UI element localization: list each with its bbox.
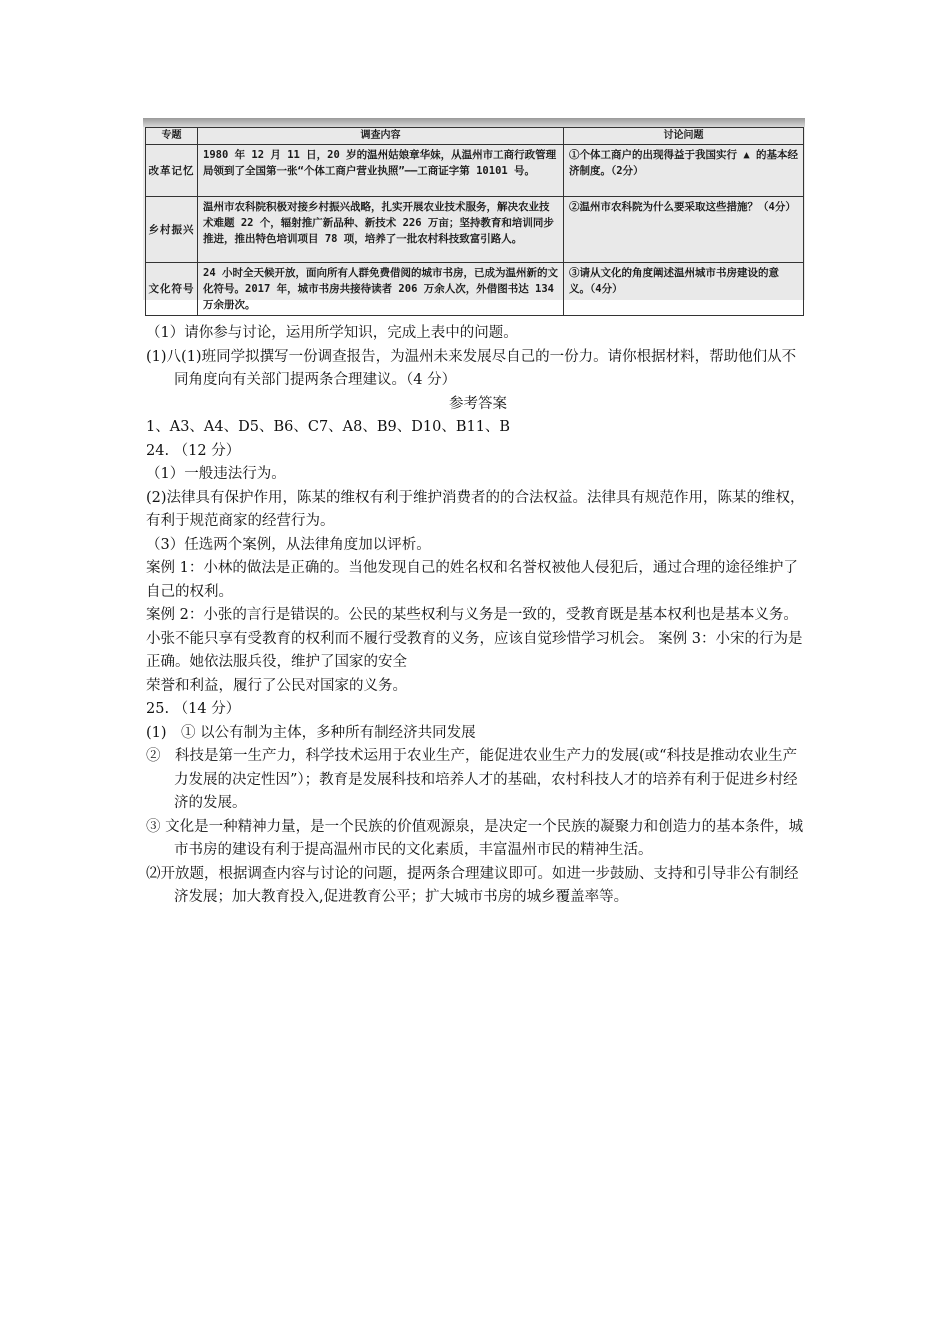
answer-25-4: ⑵开放题，根据调查内容与讨论的问题，提两条合理建议即可。如进一步鼓励、支持和引导非公有制经济发展；加大教育投入,促进教育公平；扩大城市书房的城乡覆盖率等。 — [146, 865, 799, 905]
survey-table — [145, 127, 804, 316]
answer-title: 参考答案 — [449, 395, 507, 412]
answer-24-2: (2)法律具有保护作用，陈某的维权有利于维护消费者的的合法权益。法律具有规范作用，陈某的维权，有利于规范商家的经营行为。 — [146, 489, 805, 529]
row-topic: 改革记忆 — [146, 145, 198, 197]
case-3: 荣誉和利益，履行了公民对国家的义务。 — [146, 677, 407, 694]
row-question: ②温州市农科院为什么要采取这些措施？（4分） — [564, 197, 804, 263]
table-row — [146, 145, 804, 197]
header-question: 讨论问题 — [564, 128, 804, 145]
table-row — [146, 263, 804, 316]
cropped-caption-strip — [143, 118, 805, 127]
row-content: 24 小时全天候开放，面向所有人群免费借阅的城市书房，已成为温州新的文化符号。2017 年，城市书房共接待读者 206 万余人次，外借图书达 134 万余册次。 — [198, 263, 564, 316]
multiple-choice-answers: 1、A3、A4、D5、B6、C7、A8、B9、D10、B11、B — [146, 419, 511, 435]
answer-24-1: （1）一般违法行为。 — [146, 466, 286, 482]
row-content: 1980 年 12 月 11 日，20 岁的温州姑娘章华妹，从温州市工商行政管理局领到了全国第一张“个体工商户营业执照”——工商证字第 10101 号。 — [198, 145, 564, 197]
question-1: （1）请你参与讨论，运用所学知识，完成上表中的问题。 — [146, 325, 518, 341]
header-content: 调查内容 — [198, 128, 564, 145]
question-24-heading: 24. （12 分） — [146, 442, 241, 459]
case-1: 案例 1：小林的做法是正确的。当他发现自己的姓名权和名誉权被他人侵犯后，通过合理的途径维护了自己的权利。 — [146, 560, 798, 600]
row-question: ③请从文化的角度阐述温州城市书房建设的意义。（4分） — [564, 263, 804, 316]
answer-25-3: ③ 文化是一种精神力量，是一个民族的价值观源泉，是决定一个民族的凝聚力和创造力的基本条件，城市书房的建设有利于提高温州市民的文化素质，丰富温州市民的精神生活。 — [146, 818, 804, 858]
table-header-row — [146, 128, 804, 145]
answer-25-1: (1) ① 以公有制为主体，多种所有制经济共同发展 — [146, 724, 476, 741]
question-25-heading: 25. （14 分） — [146, 701, 241, 717]
header-topic: 专题 — [146, 128, 198, 145]
case-2: 案例 2：小张的言行是错误的。公民的某些权利与义务是一致的，受教育既是基本权利也是基本义务。小张不能只享有受教育的权利而不履行受教育的义务，应该自觉珍惜学习机会。 案例 3：小宋的行为是正确。她依法服兵役，维护了国家的安全 — [146, 607, 803, 670]
survey-table-image — [143, 118, 805, 311]
answer-25-2: ② 科技是第一生产力，科学技术运用于农业生产，能促进农业生产力的发展(或“科技是推动农业生产力发展的决定性因”）；教育是发展科技和培养人才的基础，农村科技人才的培养有利于促进乡村经济的发展。 — [146, 748, 798, 811]
row-question: ①个体工商户的出现得益于我国实行 ▲ 的基本经济制度。（2分） — [564, 145, 804, 197]
table-row — [146, 197, 804, 263]
answer-24-3: （3）任选两个案例，从法律角度加以评析。 — [146, 536, 431, 553]
row-content: 温州市农科院积极对接乡村振兴战略，扎实开展农业技术服务，解决农业技术难题 22 个，辐射推广新品种、新技术 226 万亩；坚持教育和培训同步推进，推出特色培训项目 78 项，培养了一批农村科技致富引路人。 — [198, 197, 564, 263]
row-topic: 文化符号 — [146, 263, 198, 316]
question-2: (1)八(1)班同学拟撰写一份调查报告，为温州未来发展尽自己的一份力。请你根据材料，帮助他们从不同角度向有关部门提两条合理建议。（4 分） — [146, 348, 797, 388]
row-topic: 乡村振兴 — [146, 197, 198, 263]
document-body — [146, 322, 810, 910]
